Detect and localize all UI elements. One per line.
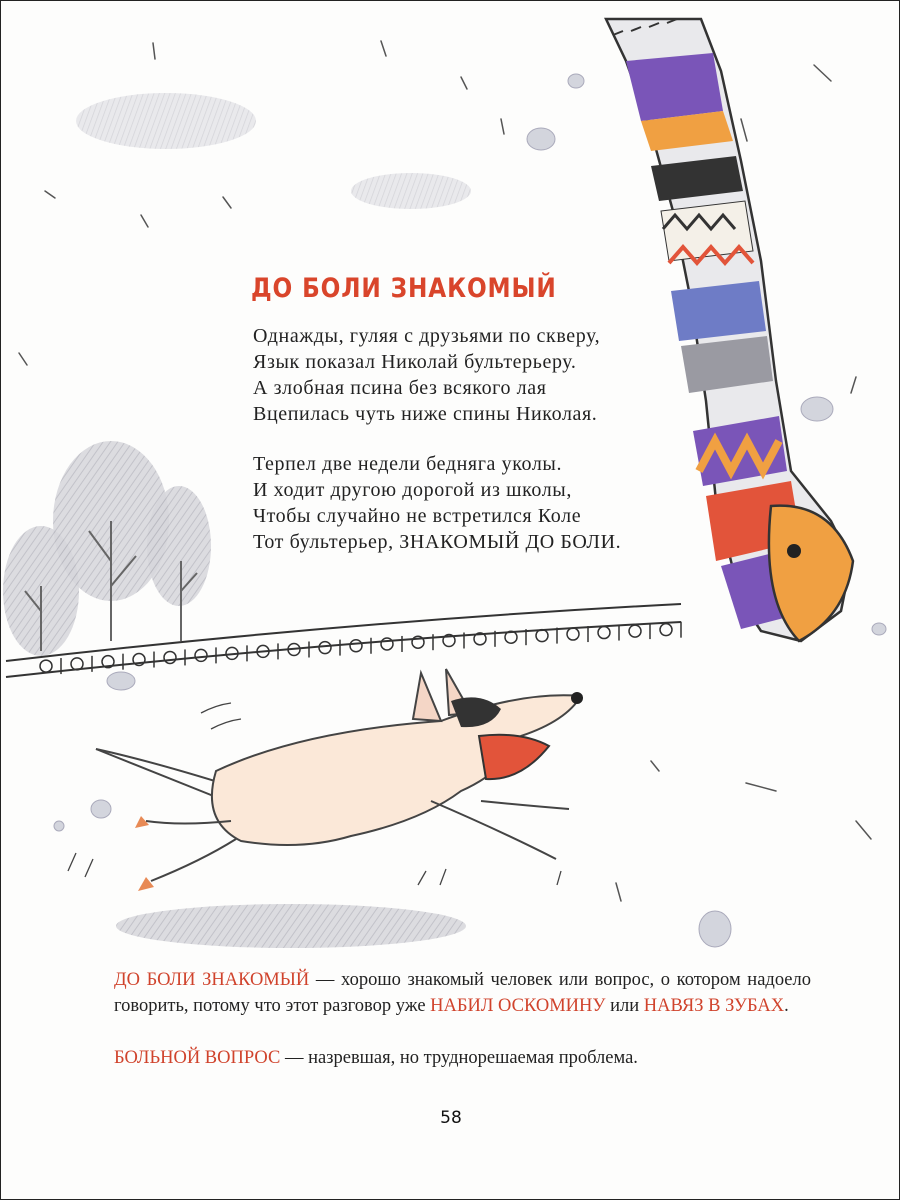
glossary-definition: — хорошо знакомый человек или вопрос, о котором надоело говорить, потому что этот разговор уже — [114, 970, 811, 1016]
page-number: 58 — [440, 1108, 462, 1128]
fence-ornament — [567, 628, 579, 640]
glossary-term: БОЛЬНОЙ ВОПРОС — [114, 1048, 281, 1068]
fence-ornament — [319, 642, 331, 654]
fence-ornament — [598, 627, 610, 639]
stanza-gap — [253, 427, 621, 451]
cloud-drawings — [76, 93, 471, 209]
poem-line: Однажды, гуляя с друзьями по скверу, — [253, 325, 601, 347]
fence-ornament — [629, 625, 641, 637]
tree-drawings — [3, 441, 211, 656]
bull-terrier-drawing — [68, 669, 583, 891]
fence-ornament — [536, 630, 548, 642]
glossary — [114, 967, 811, 1097]
fence-ornament — [660, 624, 672, 636]
page-title: ДО БОЛИ ЗНАКОМЫЙ — [251, 273, 557, 304]
glossary-definition: или — [605, 996, 644, 1016]
glossary-term: ДО БОЛИ ЗНАКОМЫЙ — [114, 970, 310, 990]
glossary-definition: — назревшая, но труднорешаемая проблема. — [280, 1048, 638, 1068]
poem-line: И ходит другою дорогой из школы, — [253, 479, 572, 501]
fence-ornament — [195, 649, 207, 661]
poem — [253, 323, 621, 555]
fence-ornament — [381, 638, 393, 650]
poem-line: Тот бультерьер, ЗНАКОМЫЙ ДО БОЛИ. — [253, 531, 622, 553]
scarf-drawing — [606, 19, 853, 641]
glossary-definition: . — [784, 996, 789, 1016]
fence-ornament — [71, 658, 83, 670]
poem-line: Вцепилась чуть ниже спины Николая. — [253, 403, 598, 425]
glossary-term: НАБИЛ ОСКОМИНУ — [430, 996, 606, 1016]
poem-line: Терпел две недели бедняга уколы. — [253, 453, 563, 475]
fence-ornament — [350, 640, 362, 652]
poem-line: А злобная псина без всякого лая — [253, 377, 547, 399]
poem-line: Чтобы случайно не встретился Коле — [253, 505, 582, 527]
glossary-entry — [114, 1045, 811, 1071]
fence-ornament — [40, 660, 52, 672]
fence-ornament — [164, 651, 176, 663]
shadow-drawing — [116, 904, 466, 948]
poem-line: Язык показал Николай бультерьеру. — [253, 351, 577, 373]
glossary-term: НАВЯЗ В ЗУБАХ — [643, 996, 785, 1016]
fence-drawing — [6, 604, 681, 677]
glossary-entry — [114, 967, 811, 1019]
